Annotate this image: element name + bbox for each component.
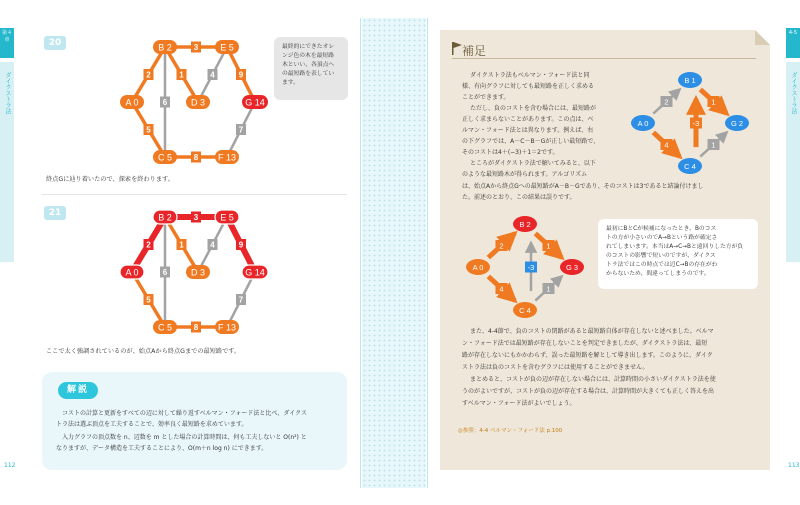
supp-node-label-b: B 2 <box>519 220 531 229</box>
graph-node-label-d: D 3 <box>190 97 206 108</box>
chapter-side-left-label: ダイクストラ法 <box>4 72 11 114</box>
supp-node-label-c: C 4 <box>684 162 696 171</box>
edge-weight-cf: 8 <box>193 323 199 332</box>
supp-para1-line: のような最短路木が得られます。アルゴリズム <box>462 171 588 178</box>
edge-weight-ab: 2 <box>146 240 151 250</box>
page-corner-fold <box>755 30 770 45</box>
callout-line: ます。 <box>282 80 299 86</box>
graph-node-label-a: A 0 <box>125 267 139 278</box>
edge-weight-eg: 9 <box>238 240 244 250</box>
edge-weight-be: 3 <box>193 43 199 52</box>
supp-callout-line: れてしまいます。本当はA→C→Bと遠回りした方が負 <box>606 244 744 250</box>
edge-weight-ac: 5 <box>146 295 151 305</box>
supp-weight-cb: -3 <box>527 263 535 272</box>
supp-para1-line: 様、有向グラフに対しても最短路を正しく求める <box>462 83 595 90</box>
edge-weight-fg: 7 <box>238 125 244 135</box>
supp-weight-bg: 1 <box>711 97 716 107</box>
graph-step-21 <box>110 205 280 340</box>
supp-callout-line: からないため、間違ってしまうのです。 <box>606 271 710 277</box>
edge-weight-ac: 5 <box>146 125 151 135</box>
gutter-line-left <box>360 18 361 488</box>
supplement-graph-1 <box>625 68 755 178</box>
supp-node-label-a: A 0 <box>472 263 484 272</box>
graph-node-label-d: D 3 <box>190 267 206 278</box>
supp-node-label-b: B 1 <box>684 76 696 85</box>
explanation-line: トラ法は選ぶ頂点を工夫することで、効率良く最短路を求めています。 <box>56 421 248 428</box>
step-number-20: 20 <box>44 36 66 50</box>
supplement-title: 補足 <box>462 44 487 58</box>
edge-weight-cf: 8 <box>193 153 199 162</box>
supp-para2-line: ストラ法は負のコストを含むグラフには使用することができません。 <box>462 364 649 371</box>
supp-para2-line: すベルマン・フォード法がよいでしょう。 <box>462 400 576 407</box>
supp-callout-line: トの方が小さいのでA→Bという路が確定さ <box>606 235 718 241</box>
supp-para2-line: ン・フォード法では最短路が存在しないことを判定できましたが、ダイクストラ法は、最短 <box>462 340 708 347</box>
supp-para2-line: うのがよいですが、コストが負の辺が存在する場合は、計算時間が大きくても正しく答えを出 <box>462 388 715 395</box>
graph-node-label-e: E 5 <box>220 212 234 223</box>
supp-para1-line: そのコストは4＋(−3)＋1＝2です。 <box>462 149 559 156</box>
supp-node-label-g: G 3 <box>565 263 579 272</box>
divider <box>42 194 347 195</box>
supp-para1-line: 正しく求まらないことがあります。この点は、ベ <box>462 116 594 123</box>
edge-weight-eg: 9 <box>238 70 244 80</box>
supp-weight-cb: -3 <box>692 119 700 128</box>
supp-callout-line: トラ法ではこの時点では辺C→Bの存在がわ <box>606 262 718 268</box>
edge-weight-bd: 1 <box>179 240 184 250</box>
supp-para1-line: ことができます。 <box>462 94 510 101</box>
supp-para2-line: まとめると、コストが負の辺が存在しない場合には、計算時間の小さいダイクストラ法を使 <box>470 376 716 383</box>
supp-weight-ac: 4 <box>499 284 504 294</box>
supplement-title-rule <box>452 58 756 59</box>
page-number-right: 113 <box>788 462 800 469</box>
supp-node-label-a: A 0 <box>637 119 649 128</box>
page-number-left: 112 <box>4 462 16 469</box>
explanation-badge: 解説 <box>58 382 98 399</box>
supp-weight-cg: 1 <box>711 140 716 150</box>
supplement-graph-2 <box>460 212 590 322</box>
caption-step-21: ここで太く強調されているのが、始点Aから終点Gまでの最短路です。 <box>46 348 241 355</box>
supp-node-label-g: G 2 <box>730 119 744 128</box>
callout-line: の最短路を表してい <box>282 71 335 77</box>
supp-para1-line: の下グラフでは、A－C－B－Gが正しい最短路で、 <box>462 138 600 145</box>
edge-weight-bd: 1 <box>179 70 184 80</box>
supp-weight-ac: 4 <box>664 140 669 150</box>
graph-node-label-c: C 5 <box>157 322 173 333</box>
graph-node-label-b: B 2 <box>158 212 172 223</box>
supp-para1-line: ダイクストラ法もベルマン・フォード法と同 <box>470 72 590 79</box>
explanation-line: 入力グラフの頂点数を n、辺数を m とした場合の計算時間は、何も工夫しないと O(n²) と <box>62 434 307 441</box>
supp-callout-line: のコストの影響で短いのですが、ダイクス <box>606 253 716 259</box>
graph-node-label-f: F 13 <box>217 152 237 163</box>
supplement-callout <box>598 219 758 289</box>
gutter-pattern <box>362 18 426 488</box>
explanation-line: なりますが、データ構造を工夫することにより、O(m＋n log n) にできます。 <box>56 445 268 452</box>
edge-weight-bc: 6 <box>162 98 168 107</box>
chapter-side-right-label: ダイクストラ法 <box>790 72 797 114</box>
edge-weight-bc: 6 <box>162 268 168 277</box>
edge-weight-ab: 2 <box>146 70 151 80</box>
supp-para2-line: また、4-4節で、負のコストの閉路があると最短路自体が存在しないと述べました。ベルマ <box>470 328 714 335</box>
graph-node-label-e: E 5 <box>220 42 234 53</box>
edge-weight-be: 3 <box>193 213 199 222</box>
supp-para1-line: ルマン・フォード法とは異なります。例えば、右 <box>462 127 594 134</box>
supp-para1-line: ただし、負のコストを含む場合には、最短路が <box>470 105 597 112</box>
chapter-tab-right-label: 4-5 <box>788 30 798 36</box>
graph-node-label-a: A 0 <box>125 97 139 108</box>
step-number-21: 21 <box>44 206 66 220</box>
supp-weight-bg: 1 <box>546 241 551 251</box>
graph-step-20 <box>110 35 280 170</box>
supp-para2-line: 路が存在しないにもかかわらず、誤った最短路を解として導き出します。このように、ダイク <box>462 352 713 359</box>
supp-para1-line: は、始点Aから終点Gへの最短路がA－B－Gであり、そのコストは3であると結論付けまし <box>462 183 704 190</box>
supp-weight-ab: 2 <box>499 241 504 251</box>
supp-para1-line: た。前述のとおり、この結果は誤りです。 <box>462 194 576 201</box>
graph-node-label-g: G 14 <box>245 267 265 278</box>
reference-link[interactable]: ◎参照：4-4 ベルマン・フォード法 p.100 <box>458 428 563 434</box>
flag-icon <box>452 42 462 55</box>
explanation-line: コストの計算と更新をすべての辺に対して繰り返すベルマン・フォード法と比べ、ダイクス <box>62 410 308 417</box>
callout-shortest-path-tree <box>274 37 348 100</box>
edge-weight-fg: 7 <box>238 295 244 305</box>
callout-line: 最終的にできたオレ <box>282 44 335 50</box>
supp-para1-line: ところがダイクストラ法で解いてみると、以下 <box>470 160 596 167</box>
graph-node-label-b: B 2 <box>158 42 172 53</box>
callout-line: 木といい、各頂点へ <box>282 62 335 68</box>
chapter-tab-right <box>786 28 800 58</box>
chapter-tab-left <box>0 28 14 58</box>
supp-weight-ab: 2 <box>664 97 669 107</box>
supp-node-label-c: C 4 <box>519 306 531 315</box>
chapter-tab-left-label: 第４章 <box>1 30 12 43</box>
caption-step-20: 終点Gに辿り着いたので、探索を終わります。 <box>46 176 174 183</box>
graph-node-label-g: G 14 <box>245 97 265 108</box>
supp-callout-line: 最初にBとCが候補になったとき、Bのコス <box>606 226 717 232</box>
edge-weight-de: 4 <box>210 240 215 250</box>
gutter-line-right <box>427 18 428 488</box>
graph-node-label-c: C 5 <box>157 152 173 163</box>
graph-node-label-f: F 13 <box>217 322 237 333</box>
edge-weight-de: 4 <box>210 70 215 80</box>
supp-weight-cg: 1 <box>546 284 551 294</box>
callout-line: ンジ色の木を最短路 <box>282 53 335 59</box>
